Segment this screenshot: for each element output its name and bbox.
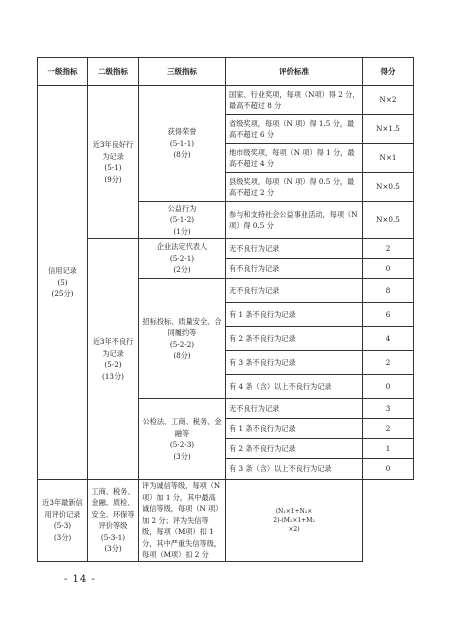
criteria-cell: 无不良行为记录 — [226, 279, 363, 303]
header-level3: 三级指标 — [139, 58, 226, 86]
criteria-cell: 无不良行为记录 — [226, 239, 363, 259]
criteria-cell: 有 3 条（含）以上不良行为记录 — [226, 459, 363, 480]
score-cell: 3 — [363, 399, 414, 419]
score-cell: N×0.5 — [363, 202, 414, 239]
score-cell: 0 — [363, 259, 414, 279]
criteria-cell: 评为诚信等级，每项（N项）加 1 分，其中最高诚信等级，每项（N 项）加 2 分；评为失信等级，每项（M项）扣 1 分，其中严重失信等级，每项（M项）扣 2 分 — [139, 480, 226, 562]
criteria-cell: 地市级奖项，每项（N 项）得 1 分，最高不超过 4 分 — [226, 144, 363, 173]
criteria-cell: 省级奖项，每项（N 项）得 1.5 分，最高不超过 6 分 — [226, 115, 363, 144]
score-cell: 2 — [363, 351, 414, 375]
criteria-cell: 无不良行为记录 — [226, 399, 363, 419]
score-cell: 2 — [363, 239, 414, 259]
score-cell: 4 — [363, 327, 414, 351]
table-row — [38, 86, 414, 115]
criteria-cell: 有 4 条（含）以上不良行为记录 — [226, 375, 363, 399]
criteria-cell: 有 1 条不良行为记录 — [226, 303, 363, 327]
score-cell: (N₁×1+N₂× 2)-(M₁×1+M₂ ×2) — [226, 480, 363, 562]
criteria-cell: 有 2 条不良行为记录 — [226, 327, 363, 351]
page-number: - 14 - — [64, 574, 96, 585]
criteria-cell: 有不良行为记录 — [226, 259, 363, 279]
criteria-cell: 国家、行业奖项，每项（N项）得 2 分，最高不超过 8 分 — [226, 86, 363, 115]
criteria-cell: 有 1 条不良行为记录 — [226, 419, 363, 439]
level2-cell-5-3: 近3年最新信 用评价记录 (5-3) (3分) — [38, 480, 88, 562]
criteria-cell: 参与和支持社会公益事业活动，每项（N项）得 0.5 分 — [226, 202, 363, 239]
evaluation-table-container — [37, 57, 413, 562]
header-level2: 二级指标 — [88, 58, 139, 86]
header-score: 得分 — [363, 58, 414, 86]
score-cell: 0 — [363, 375, 414, 399]
level3-cell-5-2-3: 公检法、工商、税务、金 融等 (5-2-3) (3分) — [139, 399, 226, 480]
level3-cell-5-1-2: 公益行为 (5-1-2) (1分) — [139, 202, 226, 239]
score-cell: N×0.5 — [363, 173, 414, 202]
header-criteria: 评价标准 — [226, 58, 363, 86]
level3-cell-5-2-1: 企业法定代表人 (5-2-1) (2分) — [139, 239, 226, 279]
score-cell: 2 — [363, 419, 414, 439]
level3-cell-5-2-2: 招标投标、质量安全、合 同履约等 (5-2-2) (8分) — [139, 279, 226, 399]
header-level1: 一级指标 — [38, 58, 88, 86]
criteria-cell: 县级奖项，每项（N 项）得 0.5 分，最高不超过 2 分 — [226, 173, 363, 202]
score-cell: 8 — [363, 279, 414, 303]
level3-cell-5-1-1: 获得荣誉 (5-1-1) (8分) — [139, 86, 226, 202]
score-cell: N×2 — [363, 86, 414, 115]
level2-cell-5-1: 近3年良好行 为记录 (5-1) (9分) — [88, 86, 139, 239]
criteria-cell: 有 2 条不良行为记录 — [226, 439, 363, 459]
table-row — [38, 480, 414, 562]
level1-cell: 信用记录 (5) (25分) — [38, 86, 88, 480]
level2-cell-5-2: 近3年不良行 为记录 (5-2) (13分) — [88, 239, 139, 480]
score-cell: 0 — [363, 459, 414, 480]
level3-cell-5-3-1: 工商、税务、金融、质检、 安全、环保等评价等级 (5-3-1) (3分) — [88, 480, 139, 562]
criteria-cell: 有 3 条不良行为记录 — [226, 351, 363, 375]
score-cell: N×1 — [363, 144, 414, 173]
evaluation-table — [37, 57, 414, 562]
table-row — [38, 239, 414, 259]
score-cell: N×1.5 — [363, 115, 414, 144]
score-cell: 6 — [363, 303, 414, 327]
score-cell: 1 — [363, 439, 414, 459]
header-row — [38, 58, 414, 86]
